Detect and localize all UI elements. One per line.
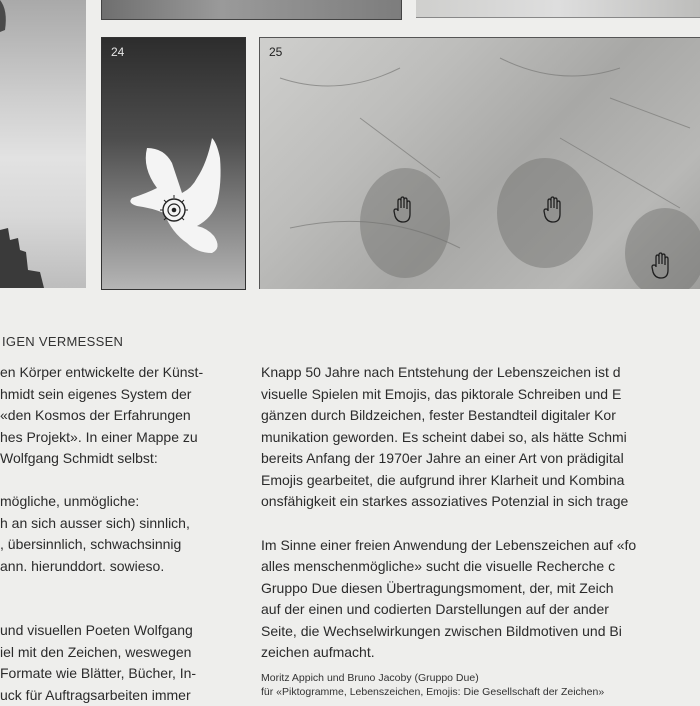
- text-line: bereits Anfang der 1970er Jahre an einer Art von prädigital: [261, 448, 700, 470]
- text-line: en Körper entwickelte der Künst-: [0, 362, 250, 384]
- text-line: visuelle Spielen mit Emojis, das piktorale Schreiben und E: [261, 384, 700, 406]
- text-line: Wolfgang Schmidt selbst:: [0, 448, 250, 470]
- text-line: Seite, die Wechselwirkungen zwischen Bildmotiven und Bi: [261, 621, 700, 643]
- text-line: munikation geworden. Es scheint dabei so, als hätte Schmi: [261, 427, 700, 449]
- building-silhouette: [0, 0, 86, 288]
- text-line: mögliche, unmögliche:: [0, 491, 250, 513]
- dove-graphic: [102, 38, 245, 289]
- text-line: alles menschenmögliche» sucht die visuelle Recherche c: [261, 556, 700, 578]
- left-text-column: [0, 362, 250, 706]
- text-line: iel mit den Zeichen, weswegen: [0, 642, 250, 664]
- paragraph-gap: [261, 513, 700, 535]
- text-line: Im Sinne einer freien Anwendung der Lebenszeichen auf «fo: [261, 535, 700, 557]
- figure-24-number: 24: [111, 45, 124, 59]
- text-line: gänzen durch Bildzeichen, fester Bestandteil digitaler Kor: [261, 405, 700, 427]
- text-line: [0, 599, 250, 621]
- text-line: «den Kosmos der Erfahrungen: [0, 405, 250, 427]
- hand-icon: [543, 196, 563, 224]
- text-line: uck für Auftragsarbeiten immer: [0, 685, 250, 706]
- text-line: [0, 577, 250, 599]
- figure-25-cave-photo: [259, 37, 700, 289]
- caption-line: für «Piktogramme, Lebenszeichen, Emojis: Die Gesellschaft der Zeichen»: [261, 685, 604, 699]
- text-line: h an sich ausser sich) sinnlich,: [0, 513, 250, 535]
- top-photo-right: [416, 0, 700, 18]
- text-line: und visuellen Poeten Wolfgang: [0, 620, 250, 642]
- text-line: auf der einen und codierten Darstellungen auf der ander: [261, 599, 700, 621]
- text-line: onsfähigkeit ein starkes assoziatives Potenzial in sich trage: [261, 491, 700, 513]
- text-line: , übersinnlich, schwachsinnig: [0, 534, 250, 556]
- text-line: Gruppo Due diesen Übertragungsmoment, der, mit Zeich: [261, 578, 700, 600]
- text-line: zeichen aufmacht.: [261, 642, 700, 664]
- cave-texture: [260, 38, 700, 289]
- text-line: [0, 470, 250, 492]
- section-heading: IGEN VERMESSEN: [2, 334, 123, 349]
- right-text-column: [261, 362, 700, 664]
- text-line: hes Projekt». In einer Mappe zu: [0, 427, 250, 449]
- image-caption: [261, 671, 604, 699]
- text-line: Formate wie Blätter, Bücher, In-: [0, 663, 250, 685]
- text-line: Knapp 50 Jahre nach Entstehung der Lebenszeichen ist d: [261, 362, 700, 384]
- text-line: ann. hierunddort. sowieso.: [0, 556, 250, 578]
- left-edge-photo: [0, 0, 86, 288]
- hand-icon: [393, 196, 413, 224]
- caption-line: Moritz Appich und Bruno Jacoby (Gruppo Due): [261, 671, 604, 685]
- top-photo-left: [101, 0, 402, 20]
- text-line: hmidt sein eigenes System der: [0, 384, 250, 406]
- hand-icon: [651, 252, 671, 280]
- text-line: Emojis gearbeitet, die aufgrund ihrer Klarheit und Kombina: [261, 470, 700, 492]
- figure-25-number: 25: [269, 45, 282, 59]
- figure-24-dove-photo: [101, 37, 246, 290]
